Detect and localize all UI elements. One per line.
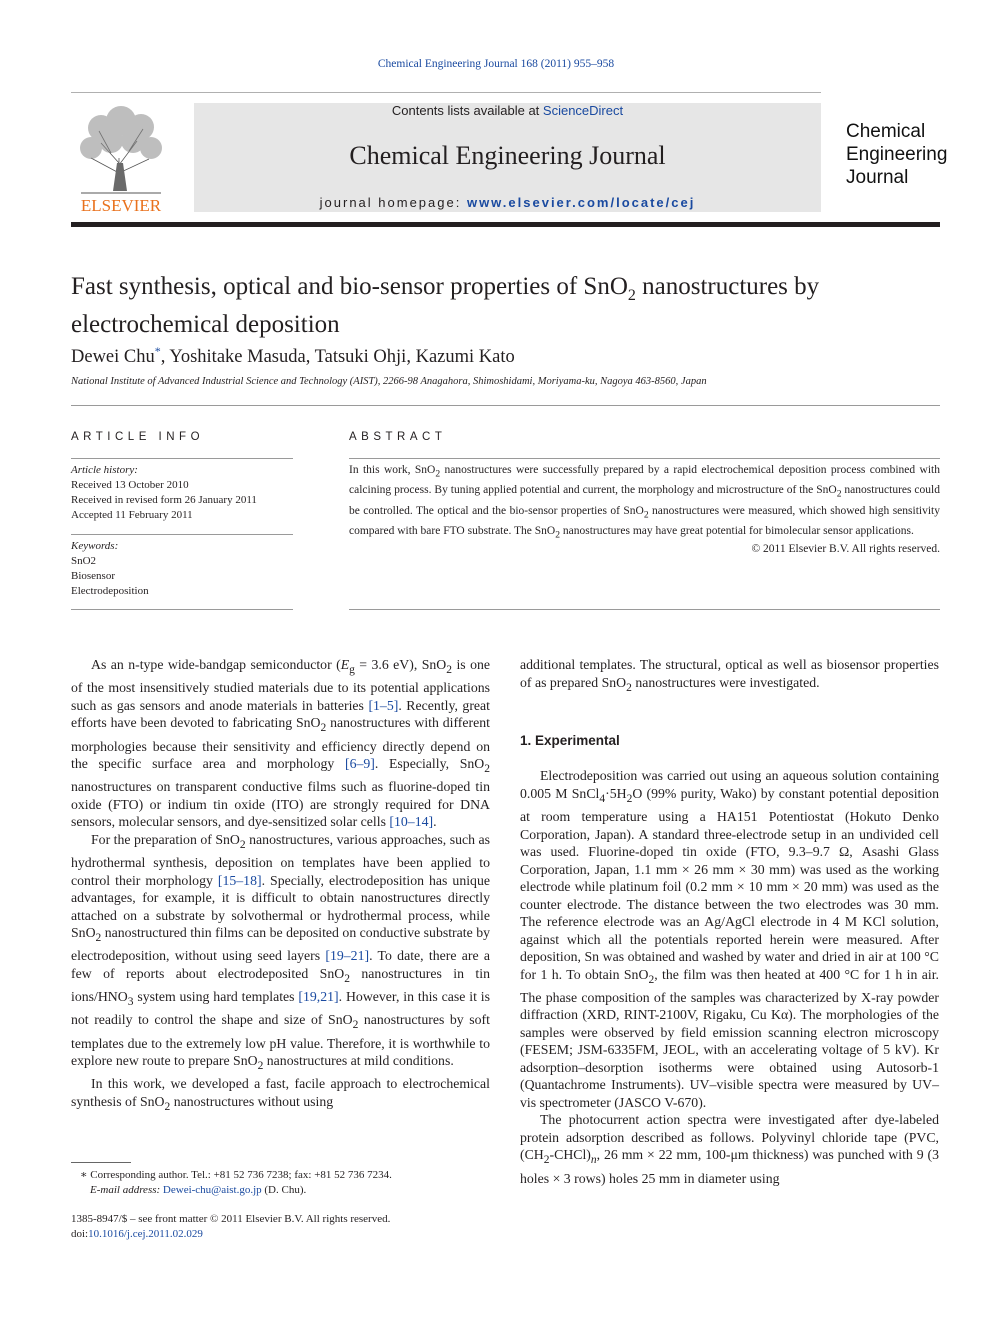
info-rule xyxy=(71,534,293,535)
paragraph: Electrodeposition was carried out using an aqueous solution containing 0.005 M $SnCl_4\cdot 5H_2O$ (99% purity, Wako) by constant potential deposition at room temperature using a HA151 Potentiostat (Hokuto Denko Corporation, Japan). A standard three-electrode setup in an undivided cell was used. Fluorine-doped tin oxide (FTO, 9.3–9.7 Ω, Asashi Glass Corporation, Japan, 1.1 mm × 26 mm × 30 mm) was used as the working electrode while platinum foil (0.2 mm × 10 mm × 20 mm) was used as the counter electrode. The distance between the two electrodes was 30 mm. The reference electrode was an Ag/AgCl electrode in 4 M KCl solution, against which all the potentials reported herein were measured. After deposition, Sn was obtained and washed by water and dried in air at 100 °C for 1 h. To obtain SnO$_2$, the film was then heated at 400 °C for 1 h in air. The phase composition of the samples was characterized by X-ray powder diffraction (XRD, RINT-2100V, Rigaku, Cu Kα). The morphologies of the samples were observed by field emission scanning electron microscopy (FESEM; JSM-6335FM, JEOL, with an accelerating voltage of 5 kV). Kr adsorption–desorption isotherms were obtained using Autosorb-1 (Quantachrome Instruments). UV–visible spectra were measured by UV–vis spectrometer (JASCO V-670). xyxy=(520,768,940,1110)
contents-line: Contents lists available at ScienceDirect xyxy=(391,103,624,118)
paragraph: additional templates. The structural, optical as well as biosensor properties of as prepared SnO$_2$ nanostructures were investigated. xyxy=(520,657,939,694)
journal-title: Chemical Engineering Journal xyxy=(349,141,666,170)
email-link[interactable]: Dewei-chu@aist.go.jp xyxy=(162,1184,262,1196)
author-list: Dewei Chu*, Yoshitake Masuda, Tatsuki Ohji, Kazumi Kato xyxy=(71,344,515,368)
journal-banner xyxy=(194,103,821,212)
article-title: Fast synthesis, optical and bio-sensor properties of SnO$_2$ nanostructures by electrochemical deposition xyxy=(71,273,820,338)
elsevier-logo xyxy=(71,103,171,213)
section-heading-experimental: 1. Experimental xyxy=(520,732,620,748)
keyword: SnO2 xyxy=(71,555,97,567)
cover-logo-line: Chemical xyxy=(846,121,926,142)
corresponding-footnote: ∗ Corresponding author. Tel.: +81 52 736 7238; fax: +81 52 736 7234. E-mail address: Dewei-chu@aist.go.jp (D. Chu). xyxy=(80,1169,392,1196)
journal-homepage: journal homepage: www.elsevier.com/locate/cej xyxy=(319,195,696,210)
accepted-date: Accepted 11 February 2011 xyxy=(71,509,193,521)
doi-link[interactable]: 10.1016/j.cej.2011.02.029 xyxy=(88,1228,203,1240)
elsevier-wordmark: ELSEVIER xyxy=(80,196,162,213)
abstract-heading: ABSTRACT xyxy=(349,431,447,443)
issn-line: 1385-8947/$ – see front matter © 2011 Elsevier B.V. All rights reserved. doi:10.1016/j.cej.2011.02.029 xyxy=(71,1213,391,1240)
abstract-copyright: © 2011 Elsevier B.V. All rights reserved. xyxy=(751,543,940,555)
cover-logo-line: Journal xyxy=(846,167,909,188)
affiliation: National Institute of Advanced Industrial Science and Technology (AIST), 2266-98 Anagahora, Shimoshidami, Moriyama-ku, Nagoya 463-8560, Japan xyxy=(71,376,707,387)
body-column-right xyxy=(520,656,939,1187)
body-column-left xyxy=(71,656,490,1116)
paragraph: The photocurrent action spectra were investigated after dye-labeled protein adsorption described as follows. Polyvinyl chloride tape (PVC, $(CH_2-CHCl)_n$, 26 mm × 22 mm, 100-μm thickness) was punched with 9 (3 holes × 3 rows) holes 25 mm in diameter using xyxy=(520,1112,939,1186)
footnote-rule xyxy=(71,1162,131,1163)
journal-cover-logo xyxy=(846,120,956,189)
info-rule xyxy=(71,458,293,459)
citation-link[interactable]: [19,21] xyxy=(298,989,339,1004)
abstract-rule xyxy=(349,458,940,459)
keyword: Biosensor xyxy=(71,570,115,582)
author-name: Dewei Chu xyxy=(71,347,155,368)
header-thick-rule xyxy=(71,222,940,227)
citation-link[interactable]: [1–5] xyxy=(368,697,399,713)
citation-link[interactable]: [19–21] xyxy=(325,948,370,964)
abstract-text: In this work, SnO$_2$ nanostructures were successfully prepared by a rapid electrochemical deposition process combined with calcining process. By tuning applied potential and current, the morphology and microstructure of the SnO$_2$ nanostructures could be controlled. The optical and the bio-sensor properties of SnO$_2$ nanostructures were measured, which showed high sensitivity compared with bare FTO substrate. The SnO$_2$ nanostructures may have great potential for bimolecular sensor applications. xyxy=(349,464,940,541)
article-info-heading: ARTICLE INFO xyxy=(71,431,205,443)
author-name: Kazumi Kato xyxy=(415,347,515,368)
paragraph: For the preparation of SnO$_2$ nanostructures, various approaches, such as hydrothermal synthesis, deposition on templates have been applied to control their morphology [15–18]. Specially, electrodeposition has unique advantages, for example, it is difficult to obtain nanostructures directly attached on a substrate by solvothermal or hydrothermal process, while SnO$_2$ nanostructured thin films can be deposited on conductive substrate by electrodeposition, without using seed layers [19–21]. To date, there are a few of reports about electrodeposited SnO$_2$ nanostructures in tin ions/$HNO_3$ system using hard templates [19,21]. However, in this case it is not readily to control the shape and size of SnO$_2$ nanostructures by soft templates due to the extremely low pH value. Therefore, it is worthwhile to explore new route to prepare SnO$_2$ nanostructures at mild conditions. xyxy=(71,831,490,1072)
info-rule xyxy=(71,609,293,610)
header-divider xyxy=(71,92,821,93)
keywords: Keywords: SnO2 Biosensor Electrodeposition xyxy=(71,539,293,599)
author-name: Tatsuki Ohji xyxy=(314,347,407,368)
corresponding-mark[interactable]: * xyxy=(154,344,161,358)
author-name: Yoshitake Masuda xyxy=(169,347,306,368)
received-date: Received 13 October 2010 xyxy=(71,479,189,491)
keyword: Electrodeposition xyxy=(71,585,149,597)
abstract-rule xyxy=(349,609,940,610)
journal-citation[interactable]: Chemical Engineering Journal 168 (2011) 955–958 xyxy=(377,58,615,70)
paragraph: As an n-type wide-bandgap semiconductor ($E_g = 3.6$ eV), SnO$_2$ is one of the most insensitively studied materials due to its potential applications such as gas sensors and anode materials in batteries [1–5]. Recently, great efforts have been devoted to fabricating SnO$_2$ nanostructures with different morphologies because their sensitivity and efficiency directly depend on the specific surface area and morphology [6–9]. Especially, SnO$_2$ nanostructures on transparent conductive films such as fluorine-doped tin oxide (FTO) or indium tin oxide (ITO) are strongly required for DNA sensors, molecular sensors, and dye-sensitized solar cells [10–14]. xyxy=(71,657,490,830)
citation-link[interactable]: [10–14] xyxy=(389,814,434,830)
homepage-link[interactable]: www.elsevier.com/locate/cej xyxy=(466,195,696,210)
paragraph: In this work, we developed a fast, facile approach to electrochemical synthesis of SnO$_2$ nanostructures without using xyxy=(71,1076,490,1113)
article-history: Article history: Received 13 October 2010 Received in revised form 26 January 2011 Accepted 11 February 2011 xyxy=(71,463,293,523)
section-divider xyxy=(71,405,940,406)
citation-link[interactable]: [15–18] xyxy=(217,872,262,888)
citation-link[interactable]: [6–9] xyxy=(344,756,375,771)
revised-date: Received in revised form 26 January 2011 xyxy=(71,494,257,506)
cover-logo-line: Engineering xyxy=(846,144,948,165)
sciencedirect-link[interactable]: ScienceDirect xyxy=(542,103,624,118)
